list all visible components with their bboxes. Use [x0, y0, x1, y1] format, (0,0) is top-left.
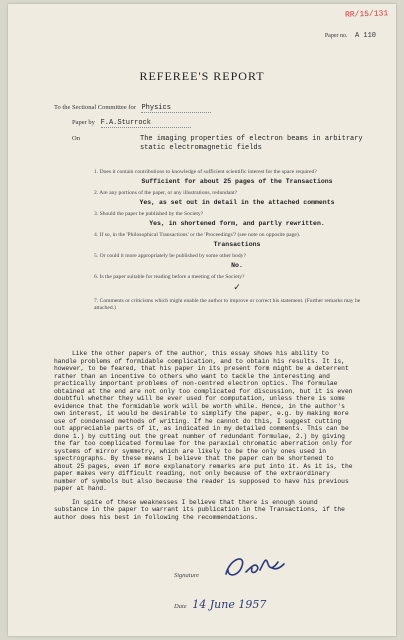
question-text: 2. Are any portions of the paper, or any illustrations, redundant? — [94, 190, 238, 196]
answer-text: Transactions — [213, 241, 261, 248]
comment-paragraph: Like the other papers of the author, this essay shows his ability to handle problems of formidable complication, and to obtain his results. It is, however, to be feared, that his paper in its present form might be a deterrent rather than an incentive to others who want to tackle the interesting and practically important problems of non-centred electron optics. The formulae obtained at the end are not only too complicated for discussion, but it is even doubtful whether they will be ever used for computation, unless there is some evidence that the formidable work will be worth while. Hence, in the author's own interest, it would be desirable to simplify the paper, e.g. by making more use of condensed methods of writing. If he cannot do this, I suggest cutting out appreciable parts of it, as indicated in my detailed comments. This can be done 1.) by cutting out the great number of redundant formulae, 2.) by giving the far too complicated formulae for the paraxial chromatic aberration only for systems of mirror symmetry, which are likely to be the only ones used in spectrographs. By these means I believe that the paper can be shortened to about 25 pages, even if more explanatory remarks are put into it. As it is, the paper makes very difficult reading, not only because of the extraordinary number of symbols but also because the reader is supposed to have his previous paper at hand. — [54, 350, 353, 492]
archive-reference-stamp: RR/15/131 — [344, 9, 389, 20]
page-title: REFEREE'S REPORT — [139, 69, 265, 83]
question-item — [94, 298, 380, 312]
checkmark-icon: ✓ — [233, 283, 241, 293]
report-sheet — [8, 4, 396, 636]
question-text: 6. Is the paper suitable for reading before a meeting of the Society? — [94, 274, 245, 280]
answer-text: Yes, as set out in detail in the attached comments — [139, 199, 335, 206]
author-label: Paper by — [72, 119, 95, 126]
paper-number-label: Paper no. — [324, 33, 348, 39]
author-value: F.A.Sturrock — [101, 119, 191, 128]
referee-comments — [54, 350, 354, 527]
question-item — [94, 190, 380, 206]
subject-value: The imaging properties of electron beams in arbitrary static electromagnetic fields — [140, 135, 363, 152]
date-field — [174, 598, 266, 611]
committee-field — [54, 104, 211, 112]
comment-paragraph: In spite of these weaknesses I believe that there is enough sound substance in the paper to warrant its publication in the Transactions, if the author does his best in following the recommendations. — [54, 498, 345, 521]
date-label: Date — [174, 603, 187, 610]
date-value: 14 June 1957 — [192, 598, 267, 611]
subject-label: On — [72, 135, 80, 142]
committee-label: To the Sectional Committee for — [54, 104, 136, 111]
question-item — [94, 232, 380, 248]
question-item — [94, 211, 380, 227]
question-text: 5. Or could it more appropriately be published by some other body? — [94, 253, 246, 259]
handwritten-signature — [220, 552, 288, 582]
question-text: 7. Comments or criticisms which might enable the author to improve or correct his statement. (Further remarks may be attached.) — [94, 298, 361, 311]
question-text: 4. If so, in the 'Philosophical Transactions' or the 'Proceedings'? (see note on opposite page). — [94, 232, 301, 238]
question-item — [94, 274, 380, 293]
answer-text: No. — [231, 262, 243, 269]
committee-value: Physics — [141, 104, 210, 113]
questions-list — [94, 169, 380, 317]
answer-text: Yes, in shortened form, and partly rewritten. — [149, 220, 325, 227]
question-item — [94, 169, 380, 185]
question-text: 1. Does it contain contributions to knowledge of sufficient scientific interest for the space required? — [94, 169, 317, 175]
author-field — [72, 119, 191, 127]
question-item — [94, 253, 380, 269]
paper-number-value: A 110 — [354, 32, 376, 40]
answer-text: Sufficient for about 25 pages of the Transactions — [141, 178, 333, 185]
paper-number-field — [325, 32, 376, 40]
signature-label: Signature — [174, 572, 200, 579]
question-text: 3. Should the paper be published by the Society? — [94, 211, 204, 217]
